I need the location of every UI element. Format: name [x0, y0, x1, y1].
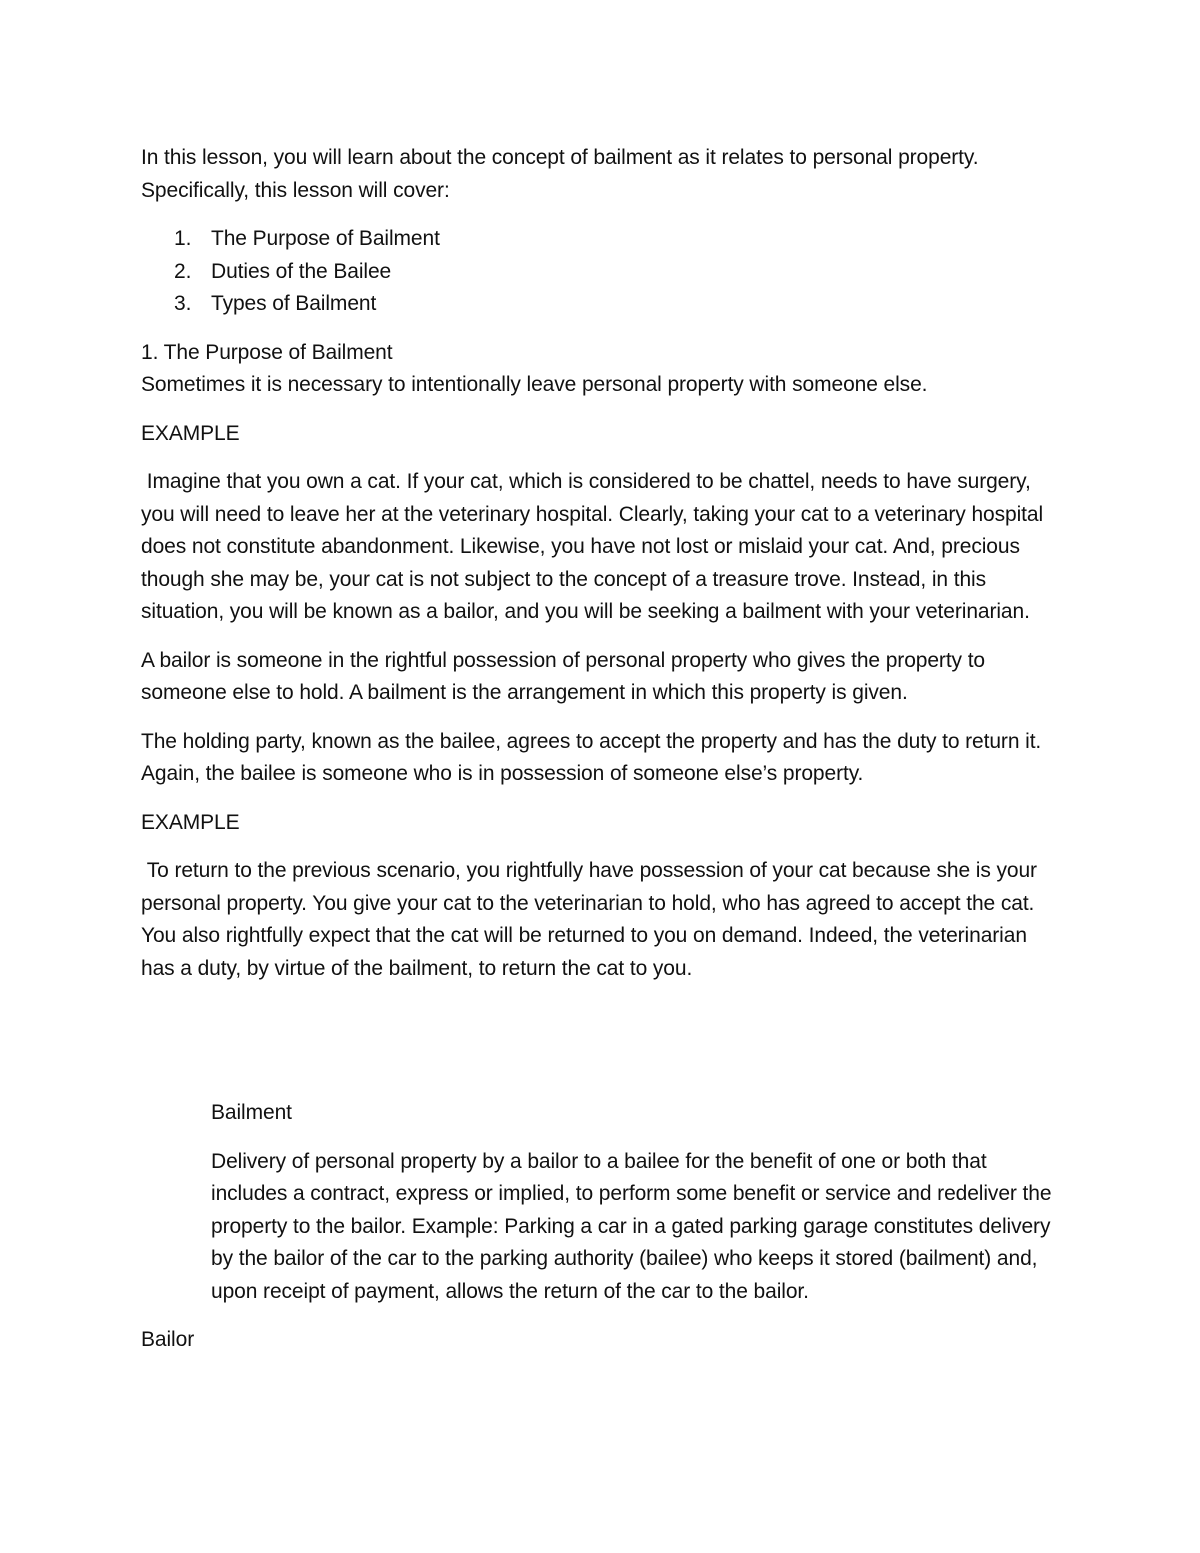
- list-number: 3.: [174, 292, 192, 315]
- example-label: EXAMPLE: [141, 810, 240, 834]
- example-text: To return to the previous scenario, you rightfully have possession of your cat because she is your personal property. You give your cat to the veterinarian to hold, who has agreed to accept the cat. You also rightfully expect that the cat will be returned to you on demand. Indeed, the veterinarian has a duty, by virtue of the bailment, to return the cat to you.: [141, 859, 1043, 980]
- example-label: EXAMPLE: [141, 421, 240, 445]
- example-text: Imagine that you own a cat. If your cat, which is considered to be chattel, needs to have surgery, you will need to leave her at the veterinary hospital. Clearly, taking your cat to a veterinary hospital does not constitute abandonment. Likewise, you have not lost or mislaid your cat. And, precious though she may be, your cat is not subject to the concept of a treasure trove. Instead, in this situation, you will be known as a bailor, and you will be seeking a bailment with your veterinarian.: [141, 470, 1049, 623]
- next-glossary-term: Bailor: [141, 1328, 195, 1351]
- list-number: 2.: [174, 259, 192, 283]
- list-number: 1.: [174, 227, 192, 250]
- blank-space: [141, 1001, 1066, 1097]
- glossary-definition: Delivery of personal property by a bailor to a bailee for the benefit of one or both that includes a contract, express or implied, to perform some benefit or service and redeliver the property to the bailor. Example: Parking a car in a gated parking garage constitutes delivery by the bailor of the car to the parking authority (bailee) who keeps it stored (bailment) and, upon receipt of payment, allows the return of the car to the bailor.: [211, 1149, 1052, 1303]
- list-label: Types of Bailment: [211, 292, 377, 315]
- list-label: Duties of the Bailee: [211, 259, 392, 283]
- intro-line-1: In this lesson, you will learn about the concept of bailment as it relates to personal property.: [141, 146, 979, 169]
- glossary-term: Bailment: [211, 1101, 292, 1124]
- list-item: [141, 223, 1066, 256]
- list-label: The Purpose of Bailment: [211, 227, 440, 250]
- bailee-paragraph: The holding party, known as the bailee, agrees to accept the property and has the duty to return it. Again, the bailee is someone who is in possession of someone else’s property.: [141, 729, 1042, 785]
- section-heading: 1. The Purpose of Bailment: [141, 340, 393, 364]
- intro-paragraph: [141, 142, 1066, 207]
- topic-list: [141, 223, 1066, 321]
- list-item: [141, 288, 1066, 321]
- list-item: [141, 256, 1066, 289]
- section-text: Sometimes it is necessary to intentionally leave personal property with someone else.: [141, 373, 928, 396]
- document-page: [141, 142, 1066, 1357]
- section-1: [141, 337, 1066, 402]
- intro-line-2: Specifically, this lesson will cover:: [141, 178, 450, 202]
- glossary-entry: [211, 1097, 1056, 1308]
- bailor-paragraph: A bailor is someone in the rightful possession of personal property who gives the property to someone else to hold. A bailment is the arrangement in which this property is given.: [141, 648, 986, 704]
